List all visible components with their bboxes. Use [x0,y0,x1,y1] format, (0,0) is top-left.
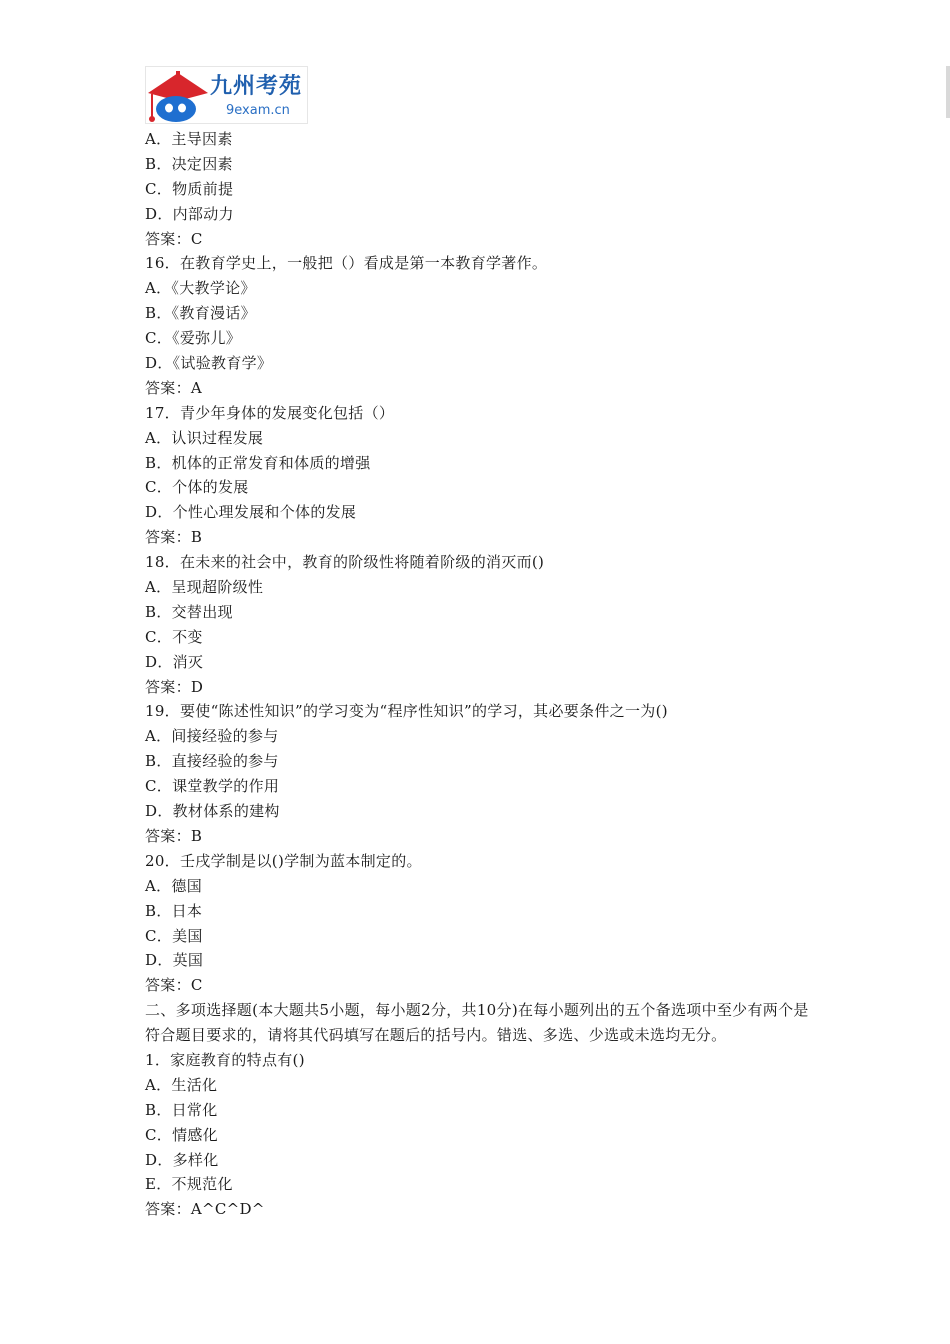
section-2-heading: 二、多项选择题(本大题共5小题，每小题2分，共10分)在每小题列出的五个备选项中至少有两个是符合题目要求的，请将其代码填写在题后的括号内。错选、多选、少选或未选均无分。 [145,1001,809,1045]
option-line: B．交替出现 [145,602,233,621]
page-edge-divider [946,66,950,118]
question-18: 18．在未来的社会中，教育的阶级性将随着阶级的消灭而() [145,553,545,572]
answer-line: 答案：C [145,229,203,248]
option-line: C．美国 [145,926,203,945]
answer-line: 答案：D [145,677,204,696]
option-line: B．《教育漫话》 [145,304,256,323]
option-line: E．不规范化 [145,1175,233,1194]
option-line: B．直接经验的参与 [145,752,279,771]
answer-line: 答案：C [145,976,203,995]
option-line: D．英国 [145,951,204,970]
option-line: A．呈现超阶级性 [145,578,264,597]
option-line: D．内部动力 [145,204,234,223]
question-19: 19．要使“陈述性知识”的学习变为“程序性知识”的学习，其必要条件之一为() [145,702,668,721]
option-line: D．个性心理发展和个体的发展 [145,503,357,522]
answer-line: 答案：B [145,826,203,845]
site-logo [145,66,308,124]
option-line: C．不变 [145,627,203,646]
option-line: C．物质前提 [145,179,234,198]
option-line: A．生活化 [145,1075,218,1094]
logo-chinese-name: 九州考苑 [210,74,303,99]
option-line: D．多样化 [145,1150,219,1169]
option-line: B．机体的正常发育和体质的增强 [145,453,371,472]
option-line: C．《爱弥儿》 [145,329,242,348]
answer-line: 答案：A^C^D^ [145,1200,265,1219]
multi-question-1: 1．家庭教育的特点有() [145,1050,305,1069]
question-16: 16．在教育学史上，一般把（）看成是第一本教育学著作。 [145,254,548,273]
option-line: D．《试验教育学》 [145,354,273,373]
answer-line: 答案：B [145,528,203,547]
option-line: C．个体的发展 [145,478,249,497]
graduation-cap-icon [146,67,210,124]
logo-domain: 9exam.cn [226,103,290,118]
option-line: B．决定因素 [145,154,233,173]
option-line: B．日常化 [145,1100,218,1119]
question-17: 17．青少年身体的发展变化包括（） [145,403,395,422]
option-line: B．日本 [145,901,203,920]
option-line: A．《大教学论》 [145,279,256,298]
option-line: A．德国 [145,876,203,895]
option-line: A．主导因素 [145,130,233,148]
question-20: 20．壬戌学制是以()学制为蓝本制定的。 [145,851,422,870]
exam-content [145,127,825,1222]
option-line: D．教材体系的建构 [145,802,280,821]
answer-line: 答案：A [145,378,203,397]
option-line: D．消灭 [145,652,204,671]
option-line: C．课堂教学的作用 [145,777,280,796]
option-line: A．间接经验的参与 [145,727,279,746]
option-line: C．情感化 [145,1125,218,1144]
option-line: A．认识过程发展 [145,428,264,447]
